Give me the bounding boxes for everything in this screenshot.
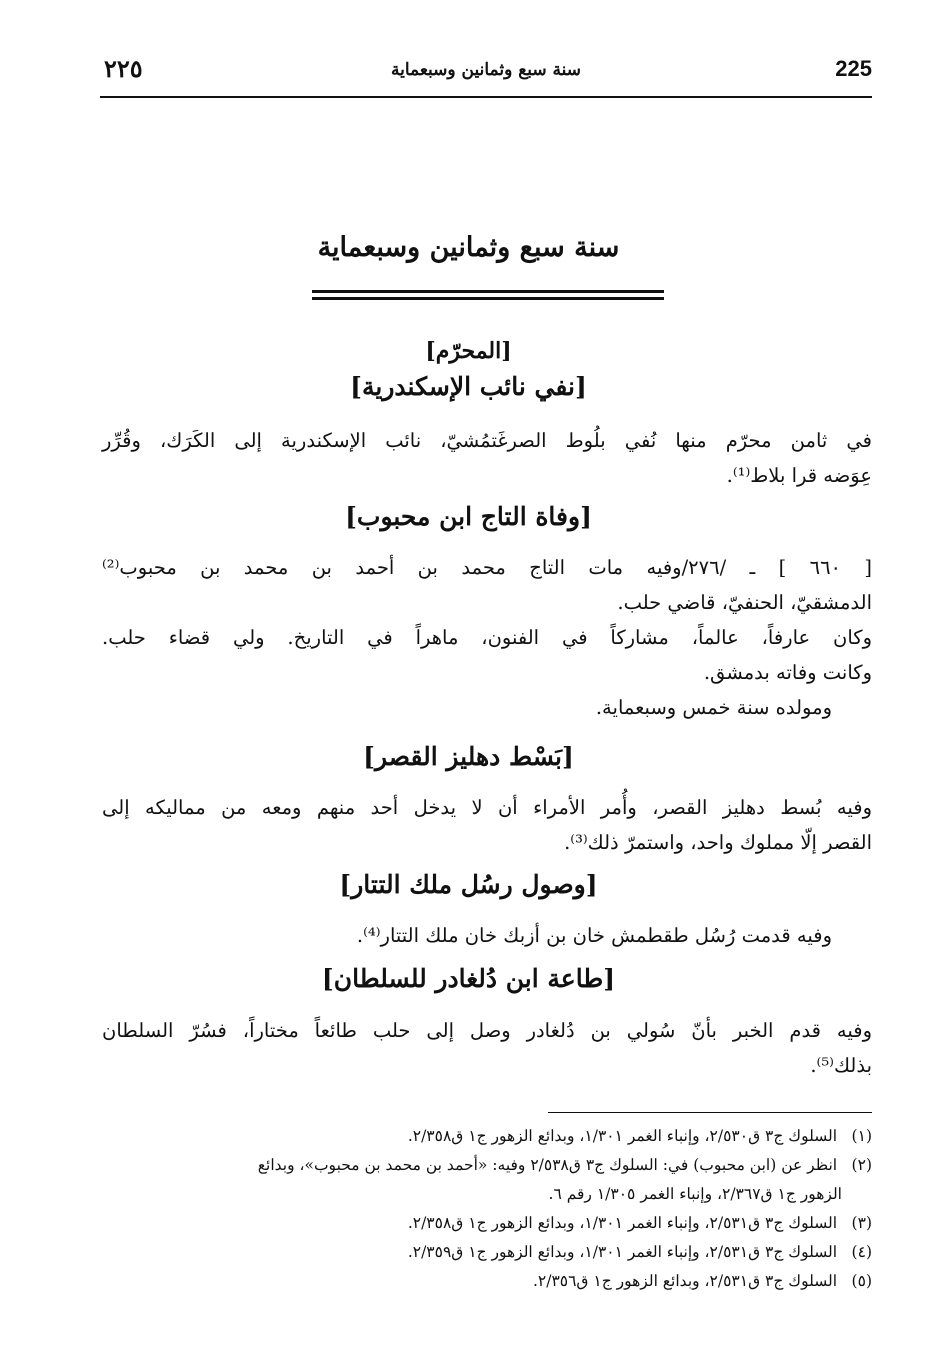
text-line: [ ٦٦٠ ] ـ /٢٧٦/وفيه مات التاج محمد بن أحمد بن محمد بن محبوب⁽²⁾ [102, 556, 872, 579]
section-heading: [بَسْط دهليز القصر] [363, 742, 574, 771]
footnote-number: (١) [851, 1127, 872, 1145]
footnote-number: (٥) [851, 1272, 872, 1290]
footnote-text: انظر عن (ابن محبوب) في: السلوك ج٣ ق٢/٥٣٨ وفيه: «أحمد بن محمد بن محبوب»، وبدائع [257, 1156, 838, 1174]
text-line: وفيه بُسط دهليز القصر، وأُمر الأمراء أن لا يدخل أحد منهم ومعه من مماليكه إلى [102, 796, 872, 819]
title-rule-bottom [312, 297, 664, 300]
footnote-number: (٤) [851, 1243, 872, 1261]
text-line: القصر إلّا مملوك واحد، واستمرّ ذلك⁽³⁾. [564, 831, 872, 854]
footnote-number: (٢) [851, 1156, 872, 1174]
page-number-latin: 225 [835, 56, 872, 81]
text-line: وفيه قدم الخبر بأنّ سُولي بن دُلغادر وصل إلى حلب طائعاً مختاراً، فسُرّ السلطان [102, 1019, 872, 1042]
text-line: وكانت وفاته بدمشق. [703, 661, 872, 684]
footnote-2-continuation: الزهور ج١ ق٢/٣٦٧، وإنباء الغمر ١/٣٠٥ رقم ٦. [548, 1185, 842, 1203]
section-heading: [وصول رسُل ملك التتار] [339, 870, 598, 899]
text-line: وكان عارفاً، عالماً، مشاركاً في الفنون، ماهراً في التاريخ. ولي قضاء حلب. [102, 626, 872, 649]
footnote-2 [102, 1151, 872, 1180]
section-paragraph [102, 1013, 872, 1083]
footnote-4 [102, 1238, 872, 1267]
footnote-text: السلوك ج٣ ق٢/٥٣١، وبدائع الزهور ج١ ق٢/٣٥٦. [532, 1272, 838, 1290]
text-line: وفيه قدمت رُسُل طقطمش خان بن أزبك خان ملك التتار⁽⁴⁾. [356, 924, 832, 947]
running-header [100, 52, 872, 98]
title-rule-top [312, 290, 664, 293]
month-heading: [المحرّم] [425, 338, 512, 364]
footnote-text: السلوك ج٣ ق٢/٥٣٠، وإنباء الغمر ١/٣٠١، وبدائع الزهور ج١ ق٢/٣٥٨. [407, 1127, 838, 1145]
text-line: الدمشقيّ، الحنفيّ، قاضي حلب. [617, 591, 872, 614]
section-heading: [وفاة التاج ابن محبوب] [345, 502, 592, 531]
footnote-text: السلوك ج٣ ق٢/٥٣١، وإنباء الغمر ١/٣٠١، وبدائع الزهور ج١ ق٢/٣٥٨. [407, 1214, 838, 1232]
footnote-1 [102, 1122, 872, 1151]
text-line: ومولده سنة خمس وسبعماية. [595, 696, 832, 719]
footnote-rule [548, 1112, 872, 1113]
running-title: سنة سبع وثمانين وسبعماية [390, 60, 582, 80]
text-line: بذلك⁽⁵⁾. [810, 1054, 872, 1077]
text-line: عِوَضه قرا بلاط⁽¹⁾. [726, 464, 872, 487]
section-paragraph [102, 790, 872, 860]
section-paragraph [102, 423, 872, 493]
section-heading: [نفي نائب الإسكندرية] [350, 372, 587, 401]
page-number-arabic: ٢٢٥ [104, 54, 143, 83]
footnotes [102, 1122, 872, 1296]
footnote-text: السلوك ج٣ ق٢/٥٣١، وإنباء الغمر ١/٣٠١، وبدائع الزهور ج١ ق٢/٣٥٩. [407, 1243, 838, 1261]
footnote-3 [102, 1209, 872, 1238]
footnote-5 [102, 1267, 872, 1296]
section-paragraph [102, 550, 872, 725]
section-paragraph [102, 918, 872, 953]
year-title: سنة سبع وثمانين وسبعماية [317, 232, 620, 263]
text-line: في ثامن محرّم منها نُفي بلُوط الصرغَتمُشيّ، نائب الإسكندرية إلى الكَرَك، وقُرِّر [102, 429, 872, 452]
footnote-number: (٣) [851, 1214, 872, 1232]
section-heading: [طاعة ابن دُلغادر للسلطان] [321, 964, 616, 993]
